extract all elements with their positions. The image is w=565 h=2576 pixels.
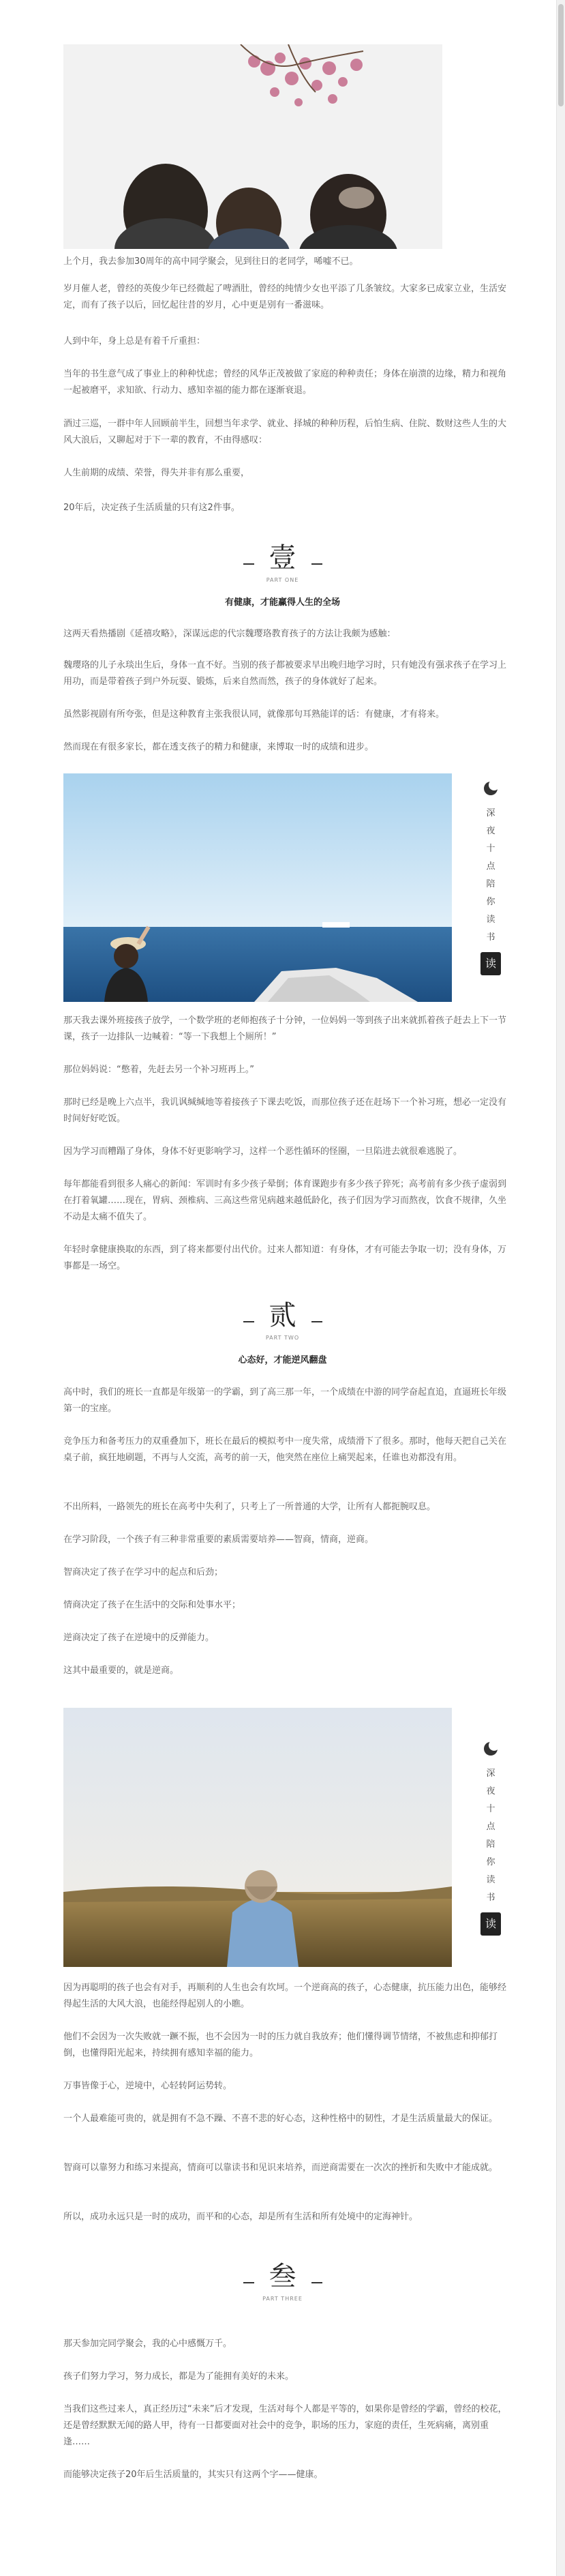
dash-decoration bbox=[311, 2282, 322, 2283]
side-char: 深 bbox=[486, 1768, 495, 1779]
paragraph: 孩子们努力学习，努力成长，都是为了能拥有美好的未来。 bbox=[63, 2371, 294, 2382]
paragraph: 酒过三巡，一群中年人回顾前半生，回想当年求学、就业、择城的种种历程，后怕生病、住院、数财这些人生的大风大浪后，又聊起对于下一辈的教育，不由得感叹： bbox=[63, 419, 507, 445]
paragraph: 那时已经是晚上六点半，我讥讽缄缄地等着接孩子下课去吃饭，而那位孩子还在赶场下一个补习班，想必一定没有时间好好吃饭。 bbox=[63, 1097, 507, 1124]
side-char: 点 bbox=[486, 861, 495, 872]
children-photo-illustration bbox=[63, 44, 442, 249]
side-banner-night-reading bbox=[477, 782, 504, 975]
seal-logo: 读 bbox=[480, 952, 501, 975]
chapter-heading-2 bbox=[0, 1294, 565, 1333]
dash-decoration bbox=[311, 1321, 322, 1322]
paragraph: 魏璎珞的儿子永琰出生后，身体一直不好。当别的孩子都被要求早出晚归地学习时，只有她没有强求孩子在学习上用功，而是带着孩子到户外玩耍、锻炼，后来自然而然，孩子的身体就好了起来。 bbox=[63, 660, 507, 687]
paragraph: 情商决定了孩子在生活中的交际和处事水平； bbox=[63, 1600, 241, 1610]
photo-girl-by-sea bbox=[63, 773, 452, 1002]
paragraph: 当年的书生意气成了事业上的种种忧虑；曾经的风华正茂被做了家庭的种种责任；身体在崩溃的边缘，精力和视角一起被磨平，求知欲、行动力、感知幸福的能力都在逐渐衰退。 bbox=[63, 369, 507, 396]
paragraph: 20年后，决定孩子生活质量的只有这2件事。 bbox=[63, 503, 240, 513]
sea-photo-illustration bbox=[63, 773, 452, 1002]
side-char: 点 bbox=[486, 1822, 495, 1832]
side-char: 深 bbox=[486, 808, 495, 818]
paragraph: 人生前期的成绩、荣誉，得失并非有那么重要， bbox=[63, 468, 250, 478]
paragraph: 那天我去课外班接孩子放学，一个数学班的老师抱孩子十分钟，一位妈妈一等到孩子出来就抓着孩子赶去上下一节课，孩子一边排队一边喊着：“等一下我想上个厕所！” bbox=[63, 1016, 507, 1042]
side-char: 读 bbox=[486, 1875, 495, 1885]
side-char: 你 bbox=[486, 1857, 495, 1867]
side-banner-night-reading bbox=[477, 1742, 504, 1936]
paragraph: 上个月，我去参加30周年的高中同学聚会，见到往日的老同学，唏嘘不已。 bbox=[63, 256, 358, 267]
side-char: 读 bbox=[486, 915, 495, 925]
side-char: 夜 bbox=[486, 826, 495, 836]
paragraph: 当我们这些过来人，真正经历过“未来”后才发现，生活对每个人都是平等的，如果你是曾经的学霸，曾经的校花，还是曾经默默无闻的路人甲，待有一日都要面对社会中的竞争，职场的压力，家庭的责任，生死病痛，离别重逢…… bbox=[63, 2404, 507, 2447]
paragraph: 虽然影视剧有所夸张，但是这种教育主张我很认同，就像那句耳熟能详的话：有健康，才有将来。 bbox=[63, 709, 445, 720]
hero-image-children bbox=[63, 44, 442, 249]
chapter-title: 有健康，才能赢得人生的全场 bbox=[224, 597, 340, 608]
paragraph: 逆商决定了孩子在逆境中的反弹能力。 bbox=[63, 1633, 215, 1643]
dash-decoration bbox=[243, 1321, 254, 1322]
dash-decoration bbox=[243, 2282, 254, 2283]
chapter-heading-1 bbox=[0, 536, 565, 575]
seal-logo: 读 bbox=[480, 1912, 501, 1936]
moon-icon bbox=[484, 1742, 498, 1756]
side-char: 十 bbox=[486, 1804, 495, 1814]
dash-decoration bbox=[243, 563, 254, 565]
side-char: 十 bbox=[486, 844, 495, 854]
chapter-subtitle: PART THREE bbox=[262, 2296, 303, 2302]
dash-decoration bbox=[311, 563, 322, 565]
paragraph: 所以，成功永远只是一时的成功，而平和的心态，却是所有生活和所有处境中的定海神针。 bbox=[63, 2212, 418, 2222]
paragraph: 一个人最难能可贵的，就是拥有不急不躁、不喜不悲的好心态，这种性格中的韧性，才是生活质量最大的保证。 bbox=[63, 2114, 498, 2124]
photo-girl-in-grass bbox=[63, 1708, 452, 1967]
paragraph: 每年都能看到很多人痛心的新闻：军训时有多少孩子晕倒；体育课跑步有多少孩子猝死；高考前有多少孩子虚弱到在打着氧罐……现在，胃病、颈椎病、三高这些常见病越来越低龄化，孩子们因为学习而熬夜，饮食不规律，久坐不动是太痛不值失了。 bbox=[63, 1179, 507, 1222]
chapter-heading-3 bbox=[0, 2255, 565, 2294]
paragraph: 那位妈妈说：“憋着，先赶去另一个补习班再上。” bbox=[63, 1065, 254, 1075]
paragraph: 高中时，我们的班长一直都是年级第一的学霸，到了高三那一年，一个成绩在中游的同学奋起直追，直逼班长年级第一的宝座。 bbox=[63, 1387, 507, 1414]
paragraph: 岁月催人老，曾经的英俊少年已经微起了啤酒肚，曾经的纯情少女也平添了几条皱纹。大家多已成家立业，生活安定，而有了孩子以后，回忆起往昔的岁月，心中更是别有一番滋味。 bbox=[63, 284, 507, 310]
chapter-number: 叁 bbox=[269, 2261, 296, 2292]
paragraph: 年轻时拿健康换取的东西，到了将来都要付出代价。过来人都知道：有身体，才有可能去争取一切；没有身体，万事都是一场空。 bbox=[63, 1245, 507, 1271]
paragraph: 竞争压力和备考压力的双重叠加下，班长在最后的模拟考中一度失常，成绩滑下了很多。那时，他每天把自己关在桌子前，疯狂地刷题，不再与人交流，高考的前一天，他突然在座位上痛哭起来，任谁也劝都没有用。 bbox=[63, 1436, 507, 1463]
paragraph: 因为再聪明的孩子也会有对手，再顺利的人生也会有坎坷。一个逆商高的孩子，心态健康，抗压能力出色，能够经得起生活的大风大浪，也能经得起别人的小瞧。 bbox=[63, 1983, 507, 2009]
paragraph: 那天参加完同学聚会，我的心中感慨万千。 bbox=[63, 2339, 232, 2349]
paragraph: 而能够决定孩子20年后生活质量的，其实只有这两个字——健康。 bbox=[63, 2470, 323, 2480]
grass-photo-illustration bbox=[63, 1708, 452, 1967]
side-char: 书 bbox=[486, 932, 495, 943]
chapter-number: 贰 bbox=[269, 1300, 296, 1331]
paragraph: 在学习阶段，一个孩子有三种非常重要的素质需要培养——智商，情商，逆商。 bbox=[63, 1535, 374, 1545]
paragraph: 他们不会因为一次失败就一蹶不振，也不会因为一时的压力就自我放弃；他们懂得调节情绪，不被焦虑和抑郁打倒，也懂得阳光起来，持续拥有感知幸福的能力。 bbox=[63, 2032, 498, 2058]
vertical-scrollbar[interactable] bbox=[556, 0, 565, 2576]
paragraph: 这其中最重要的，就是逆商。 bbox=[63, 1665, 179, 1676]
scrollbar-thumb[interactable] bbox=[558, 4, 564, 106]
paragraph: 不出所料，一路领先的班长在高考中失利了，只考上了一所普通的大学，让所有人都扼腕叹息。 bbox=[63, 1502, 436, 1512]
side-char: 夜 bbox=[486, 1786, 495, 1796]
chapter-number: 壹 bbox=[269, 542, 296, 574]
paragraph: 人到中年，身上总是有着千斤重担： bbox=[63, 336, 206, 346]
paragraph: 因为学习而糟蹋了身体，身体不好更影响学习，这样一个恶性循环的怪圈，一旦陷进去就很难逃脱了。 bbox=[63, 1146, 463, 1157]
paragraph: 智商决定了孩子在学习中的起点和后劲； bbox=[63, 1567, 224, 1578]
chapter-title: 心态好，才能逆风翻盘 bbox=[238, 1355, 327, 1365]
paragraph: 智商可以靠努力和练习来提高，情商可以靠读书和见识来培养，而逆商需要在一次次的挫折和失败中才能成就。 bbox=[63, 2163, 498, 2173]
side-char: 陪 bbox=[486, 879, 495, 889]
side-char: 你 bbox=[486, 897, 495, 907]
chapter-subtitle: PART ONE bbox=[266, 577, 299, 583]
side-char: 陪 bbox=[486, 1839, 495, 1850]
moon-icon bbox=[484, 782, 498, 795]
side-char: 书 bbox=[486, 1893, 495, 1903]
chapter-subtitle: PART TWO bbox=[265, 1335, 300, 1341]
paragraph: 这两天看热播剧《延禧攻略》，深谋远虑的代宗魏璎珞教育孩子的方法让我颇为感触： bbox=[63, 629, 396, 639]
paragraph: 万事皆像于心，逆境中，心轻转阿运势转。 bbox=[63, 2081, 232, 2091]
paragraph: 然而现在有很多家长，都在透支孩子的精力和健康，来博取一时的成绩和进步。 bbox=[63, 742, 374, 752]
